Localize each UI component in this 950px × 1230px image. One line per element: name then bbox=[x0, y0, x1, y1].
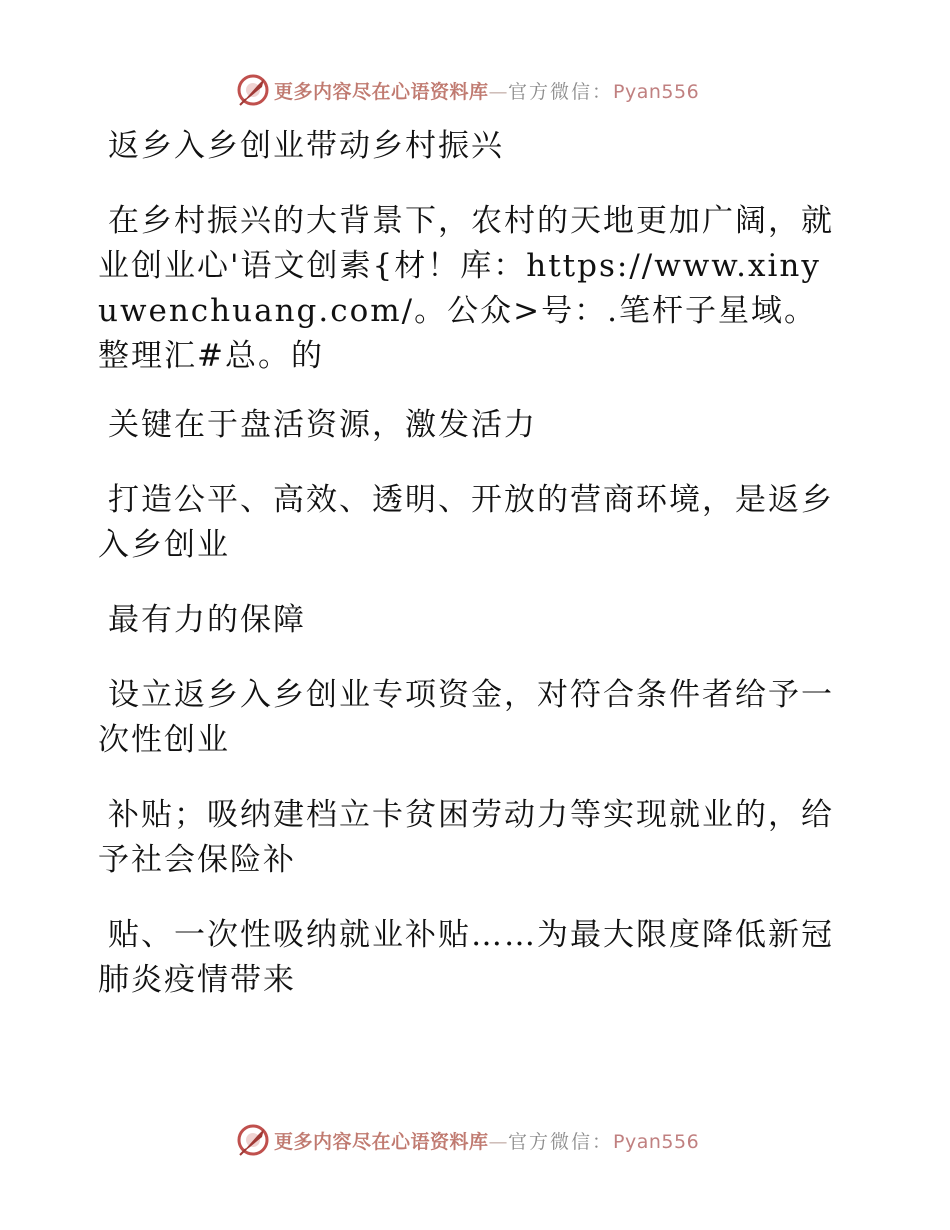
paragraph-text: 关键在于盘活资源，激发活力 bbox=[108, 407, 537, 443]
document-body bbox=[98, 124, 838, 1033]
body-paragraph bbox=[98, 673, 838, 763]
body-paragraph bbox=[98, 598, 838, 643]
quill-logo-icon bbox=[236, 73, 270, 107]
watermark-separator: — bbox=[488, 80, 509, 103]
paragraph-text: 返乡入乡创业带动乡村振兴 bbox=[108, 128, 504, 164]
watermark-wechat-label: 官方微信： bbox=[508, 1130, 614, 1153]
body-paragraph bbox=[98, 793, 838, 883]
body-paragraph bbox=[98, 199, 838, 379]
paragraph-text: 在乡村振兴的大背景下，农村的天地更加广阔，就业创业心'语文创素{材！库：https://www.xinyuwenchuang.com/。公众>号：.笔杆子星域。整理汇#总。的 bbox=[98, 203, 834, 374]
paragraph-text: 设立返乡入乡创业专项资金，对符合条件者给予一次性创业 bbox=[98, 677, 834, 758]
watermark-main-text: 更多内容尽在心语资料库 bbox=[274, 80, 489, 103]
body-paragraph bbox=[98, 403, 838, 448]
watermark-main-text: 更多内容尽在心语资料库 bbox=[274, 1130, 489, 1153]
paragraph-text: 最有力的保障 bbox=[108, 602, 306, 638]
watermark-wechat-id: Pyan556 bbox=[613, 80, 700, 103]
paragraph-text: 打造公平、高效、透明、开放的营商环境，是返乡入乡创业 bbox=[98, 482, 834, 563]
paragraph-text: 贴、一次性吸纳就业补贴……为最大限度降低新冠肺炎疫情带来 bbox=[98, 917, 834, 998]
footer-watermark bbox=[236, 1120, 699, 1160]
quill-logo-icon bbox=[236, 1123, 270, 1157]
watermark-wechat-id: Pyan556 bbox=[613, 1130, 700, 1153]
watermark-wechat-label: 官方微信： bbox=[508, 80, 614, 103]
paragraph-text: 补贴；吸纳建档立卡贫困劳动力等实现就业的，给予社会保险补 bbox=[98, 797, 834, 878]
header-watermark bbox=[236, 70, 699, 110]
watermark-separator: — bbox=[488, 1130, 509, 1153]
title-paragraph bbox=[98, 124, 838, 169]
body-paragraph bbox=[98, 478, 838, 568]
body-paragraph bbox=[98, 913, 838, 1003]
